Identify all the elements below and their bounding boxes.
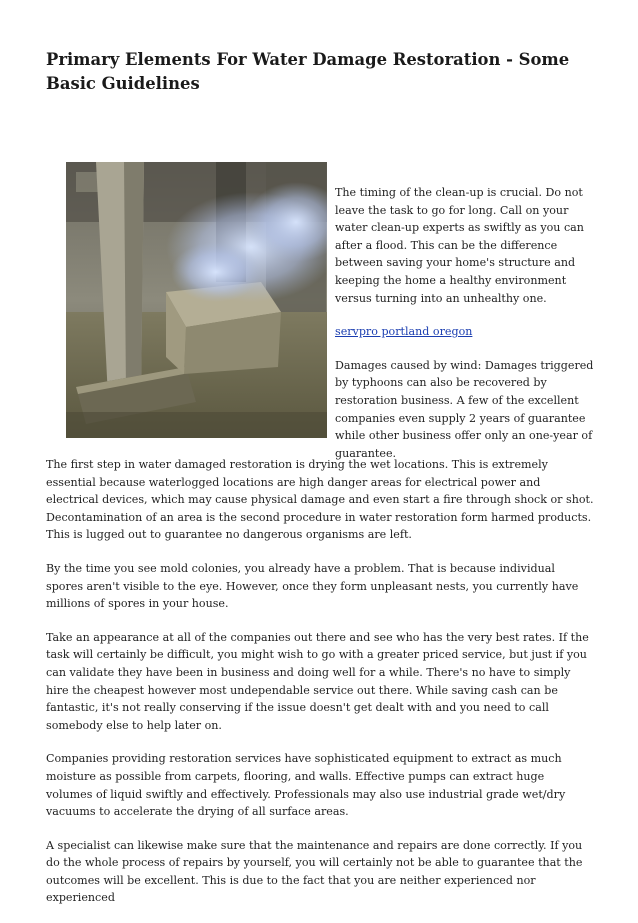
body-paragraph: A specialist can likewise make sure that the maintenance and repairs are done correctly. If you do the whole process of repairs by yourself, you will certainly not be able to guarantee that the outcomes will be excellent. This is due to the fact that you are neither experienced nor experienced [46, 838, 583, 905]
side-column [335, 184, 597, 478]
page-title: Primary Elements For Water Damage Restoration - Some Basic Guidelines [46, 50, 570, 93]
flooded-basement-photo [66, 162, 327, 438]
body-paragraph: Companies providing restoration services have sophisticated equipment to extract as much moisture as possible from carpets, flooring, and walls. Effective pumps can extract huge volumes of liquid swiftly and effectively. Professionals may also use industrial grade wet/dry vacuums to accelerate the drying of all surface areas. [46, 752, 566, 819]
side-paragraph: The timing of the clean-up is crucial. Do not leave the task to go for long. Call on your water clean-up experts as swiftly as you can after a flood. This can be the difference between saving your home's structure and keeping the home a healthy environment versus turning into an unhealthy one. [335, 186, 584, 305]
servpro-link[interactable]: servpro portland oregon [335, 325, 473, 339]
body-paragraph: The first step in water damaged restoration is drying the wet locations. This is extremely essential because waterlogged locations are high danger areas for electrical power and electrical devices, which may cause physical damage and even start a fire through shock or shot. Decontamination of an area is the second procedure in water restoration form harmed products. This is lugged out to guarantee no dangerous organisms are left. [46, 458, 594, 542]
side-paragraph: Damages caused by wind: Damages triggered by typhoons can also be recovered by restoration business. A few of the excellent companies even supply 2 years of guarantee while other business offer only an one-year of guarantee. [335, 358, 594, 460]
body-paragraph: By the time you see mold colonies, you already have a problem. That is because individual spores aren't visible to the eye. However, once they form unpleasant nests, you currently have millions of spores in your house. [46, 561, 579, 611]
body-text [46, 456, 594, 923]
body-paragraph: Take an appearance at all of the companies out there and see who has the very best rates. If the task will certainly be difficult, you might wish to go with a greater priced service, but just if you can validate they have been in business and doing well for a while. There's no have to simply hire the cheapest however most undependable service out there. While saving cash can be fantastic, it's not really conserving if the issue doesn't get dealt with and you need to call somebody else to help later on. [46, 630, 589, 732]
